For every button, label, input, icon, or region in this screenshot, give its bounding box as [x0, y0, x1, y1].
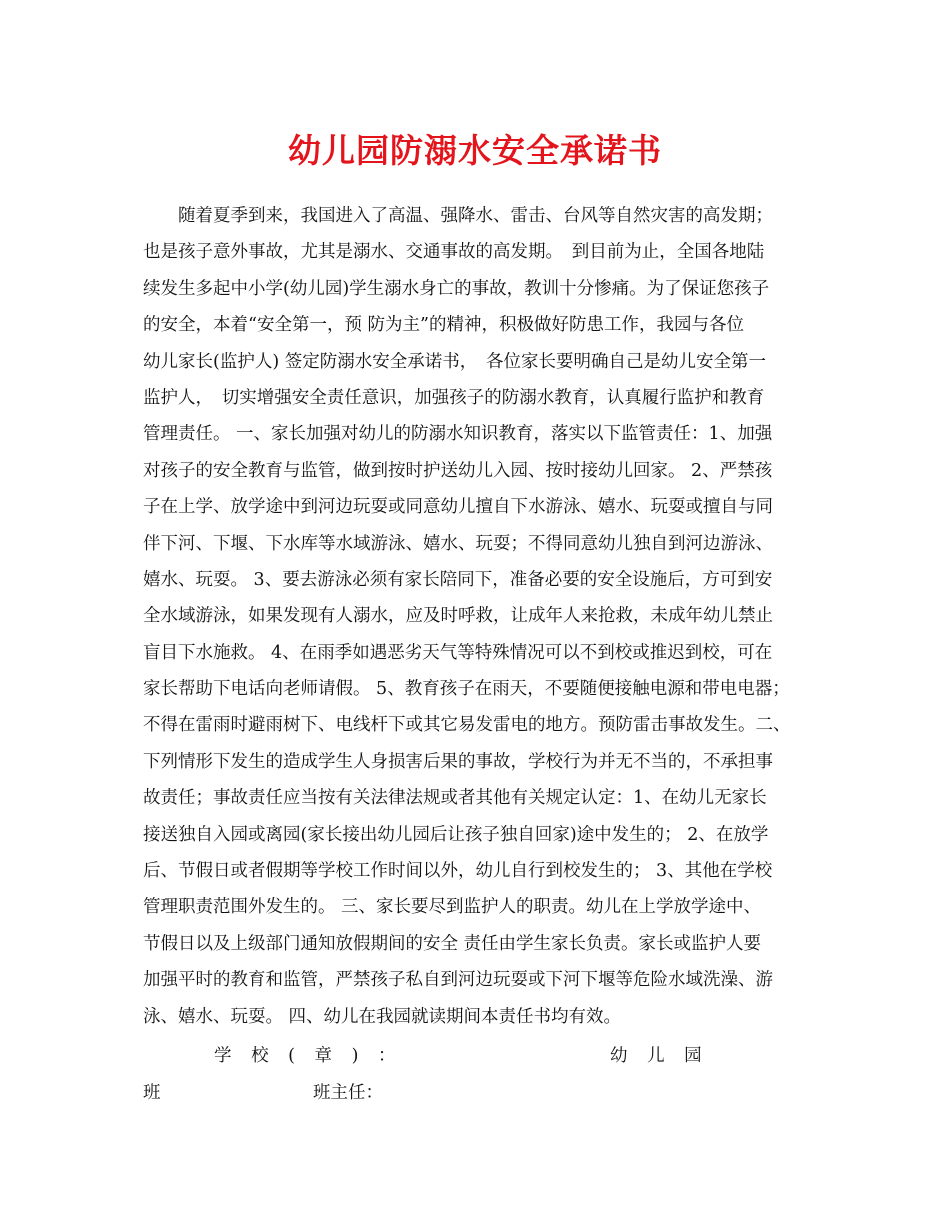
body-line-21: 节假日以及上级部门通知放假期间的安全 责任由学生家长负责。家长或监护人要: [143, 933, 762, 954]
body-line-9: 子在上学、放学途中到河边玩耍或同意幼儿擅自下水游泳、嬉水、玩耍或擅自与同: [143, 497, 773, 518]
body-line-20: 管理职责范围外发生的。 三、家长要尽到监护人的职责。幼儿在上学放学途中、: [143, 897, 762, 918]
body-line-18: 接送独自入园或离园(家长接出幼儿园后让孩子独自回家)途中发生的； 2、在放学: [143, 824, 769, 845]
document-body: [143, 198, 813, 1035]
body-line-22: 加强平时的教育和监管，严禁孩子私自到河边玩耍或下河下堰等危险水域洗澡、游: [143, 970, 773, 991]
body-line-8: 对孩子的安全教育与监管，做到按时护送幼儿入园、按时接幼儿回家。 2、严禁孩: [143, 460, 773, 481]
body-line-1: 随着夏季到来，我国进入了高温、强降水、雷击、台风等自然灾害的高发期；: [143, 206, 773, 226]
body-line-13: 盲目下水施救。 4、在雨季如遇恶劣天气等特殊情况可以不到校或推迟到校，可在: [143, 642, 773, 663]
body-line-7: 管理责任。 一、家长加强对幼儿的防溺水知识教育，落实以下监管责任：1、加强: [143, 424, 773, 445]
body-line-15: 不得在雷雨时避雨树下、电线杆下或其它易发雷电的地方。预防雷击事故发生。二、: [143, 715, 791, 736]
body-line-23: 泳、嬉水、玩耍。 四、幼儿在我园就读期间本责任书均有效。: [143, 1006, 622, 1027]
signature-kindergarten: 幼 儿 园: [610, 1046, 709, 1066]
body-line-16: 下列情形下发生的造成学生人身损害后果的事故，学校行为并无不当的，不承担事: [143, 751, 773, 772]
body-line-12: 全水域游泳，如果发现有人溺水，应及时呼救，让成年人来抢救，未成年幼儿禁止: [143, 606, 773, 627]
body-line-10: 伴下河、下堰、下水库等水域游泳、嬉水、玩耍；不得同意幼儿独自到河边游泳、: [143, 533, 773, 554]
body-line-5: 幼儿家长(监护人) 签定防溺水安全承诺书， 各位家长要明确自己是幼儿安全第一: [143, 351, 766, 372]
signature-head-teacher: 班主任：: [313, 1083, 383, 1103]
signature-school: 学 校 ( 章 ) ：: [214, 1046, 403, 1066]
body-line-3: 续发生多起中小学(幼儿园)学生溺水身亡的事故，教训十分惨痛。为了保证您孩子: [143, 278, 770, 299]
body-line-2: 也是孩子意外事故，尤其是溺水、交通事故的高发期。 到目前为止，全国各地陆: [143, 242, 765, 263]
body-line-4: 的安全，本着“安全第一，预 防为主”的精神，积极做好防患工作，我园与各位: [143, 315, 744, 336]
body-line-11: 嬉水、玩耍。 3、要去游泳必须有家长陪同下，准备必要的安全设施后，方可到安: [143, 569, 773, 590]
document-title: 幼儿园防溺水安全承诺书: [288, 131, 662, 170]
body-line-14: 家长帮助下电话向老师请假。 5、教育孩子在雨天，不要随便接触电源和带电电器；: [143, 679, 790, 700]
body-line-17: 故责任；事故责任应当按有关法律法规或者其他有关规定认定：1、在幼儿无家长: [143, 788, 767, 809]
signature-class: 班: [143, 1083, 161, 1103]
body-line-19: 后、节假日或者假期等学校工作时间以外，幼儿自行到校发生的； 3、其他在学校: [143, 861, 773, 882]
body-line-6: 监护人， 切实增强安全责任意识，加强孩子的防溺水教育，认真履行监护和教育: [143, 387, 765, 408]
